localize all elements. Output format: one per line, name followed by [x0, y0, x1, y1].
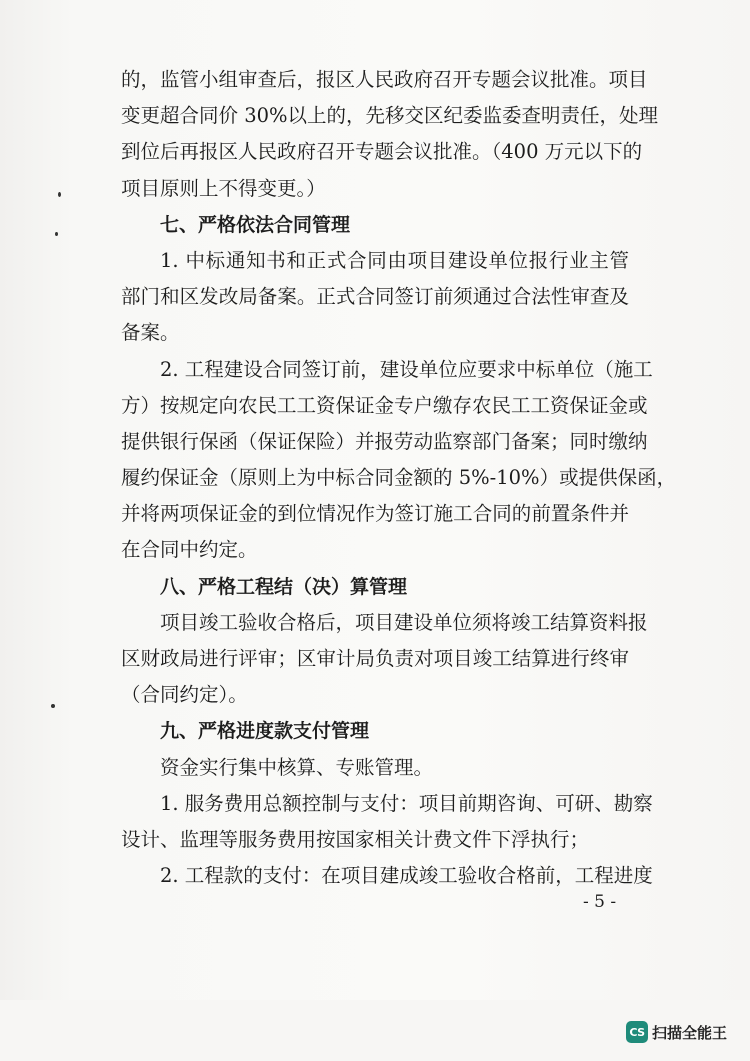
text-line: 2. 工程款的支付：在项目建成竣工验收合格前，工程进度	[160, 864, 653, 888]
text-line: 在合同中约定。	[121, 538, 258, 562]
text-line: 并将两项保证金的到位情况作为签订施工合同的前置条件并	[121, 502, 629, 526]
text-line: 项目原则上不得变更。）	[121, 176, 326, 200]
section-heading: 八、严格工程结（决）算管理	[160, 575, 408, 598]
text-line: 方）按规定向农民工工资保证金专户缴存农民工工资保证金或	[121, 393, 648, 417]
text-line: 项目竣工验收合格后，项目建设单位须将竣工结算资料报	[160, 610, 648, 634]
text-line: 1. 中标通知书和正式合同由项目建设单位报行业主管	[160, 248, 629, 272]
section-heading: 九、严格进度款支付管理	[160, 720, 370, 743]
text-line: 变更超合同价 30%以上的，先移交区纪委监委查明责任，处理	[121, 104, 659, 128]
text-line: 1. 服务费用总额控制与支付：项目前期咨询、可研、勘察	[160, 791, 653, 815]
text-line: （合同约定）。	[121, 683, 248, 707]
scan-speck	[58, 192, 61, 197]
camscanner-logo-icon: CS	[626, 1021, 648, 1043]
text-line: 到位后再报区人民政府召开专题会议批准。（400 万元以下的	[121, 140, 643, 164]
scanner-watermark	[626, 1020, 727, 1044]
text-line: 备案。	[121, 321, 180, 345]
document-body	[121, 62, 677, 894]
watermark-app-name: 扫描全能王	[652, 1023, 728, 1042]
scan-speck	[51, 704, 55, 708]
text-line: 履约保证金（原则上为中标合同金额的 5%-10%）或提供保函，	[121, 466, 677, 490]
text-line: 区财政局进行评审；区审计局负责对项目竣工结算进行终审	[121, 647, 629, 670]
text-line: 部门和区发改局备案。正式合同签订前须通过合法性审查及	[121, 285, 629, 309]
text-line: 提供银行保函（保证保险）并报劳动监察部门备案；同时缴纳	[121, 429, 648, 453]
text-line: 的，监管小组审查后，报区人民政府召开专题会议批准。项目	[121, 68, 648, 91]
text-line: 设计、监理等服务费用按国家相关计费文件下浮执行；	[121, 827, 590, 851]
text-line: 资金实行集中核算、专账管理。	[160, 755, 434, 779]
scan-speck	[55, 232, 58, 236]
section-heading: 七、严格依法合同管理	[160, 213, 351, 236]
text-line: 2. 工程建设合同签订前，建设单位应要求中标单位（施工	[160, 357, 653, 381]
page-number: - 5 -	[583, 892, 617, 912]
